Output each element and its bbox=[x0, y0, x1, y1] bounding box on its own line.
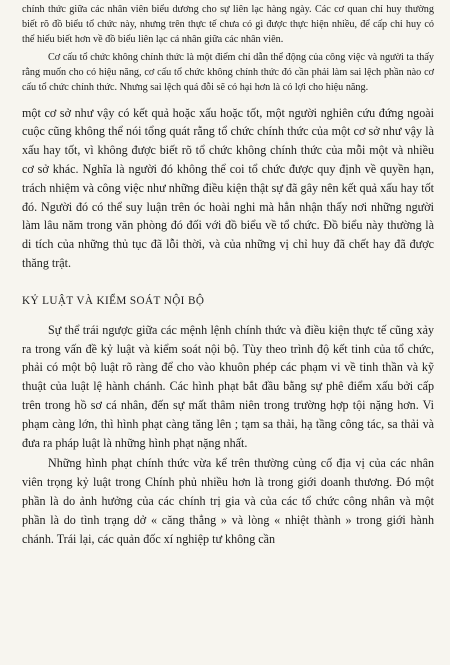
paragraph-formal-penalties: Những hình phạt chính thức vừa kể trên thường củng cố địa vị của các nhân viên trọng kỷ luật trong Chính phủ nhiều hơn là trong giới doanh thương. Đó một phần là do ảnh hưởng của các chính trị gia và của các tổ chức công nhân và một phần là do tình trạng dở « căng thẳng » và lòng « nhiệt thành » trong giới hành chánh. Trái lại, các quản đốc xí nghiệp tư không cần bbox=[22, 456, 434, 546]
document-page bbox=[0, 2, 450, 665]
paragraph-organization-outcome: một cơ sở như vậy có kết quả hoặc xấu hoặc tốt, một người nghiên cứu đứng ngoài cuộc cũng không thể nói tổng quát rằng tổ chức chính thức của một cơ sở như vậy là xấu hay tốt, vì không được biết rõ tổ chức không chính thức của mỗi một và nhiều cơ sở khác. Nghĩa là người đó không thể coi tổ chức được quy định về quyền hạn, trách nhiệm và công việc như những điều kiện thật sự đã gây nên kết quả xấu hay tốt đó. Người đó có thể suy luận trên óc hoài nghi mà hẳn nhận thấy nơi những người làm lâu năm trong văn phòng đó đối với đồ biểu về tổ chức. Đồ biểu này thường là di tích của những thủ tục đã lỗi thời, và của những vị chỉ huy đã chết hay đã được thăng trật. bbox=[22, 105, 434, 270]
paragraph-discipline-rules: Sự thể trái ngược giữa các mệnh lệnh chính thức và điều kiện thực tế cũng xảy ra trong vấn đề kỷ luật và kiểm soát nội bộ. Tùy theo trình độ kết tinh của tổ chức, phải có một bộ luật rõ ràng để cho vào khuôn phép các phạm vi về tinh thần và kỹ thuật của luật lệ hành chánh. Các hình phạt bắt đầu bằng sự phê điểm xấu bởi cấp trên trong hồ sơ cá nhân, đến sự mất thâm niên trong trường hợp tội nặng hơn. Vi phạm càng lớn, thì hình phạt càng tăng lên ; tạm sa thải, hạ tầng công tác, sa thải và đưa ra pháp luật là những hình phạt nặng nhất. bbox=[22, 322, 434, 450]
section-heading: KỶ LUẬT VÀ KIỂM SOÁT NỘI BỘ bbox=[22, 294, 205, 307]
paragraph-informal-contacts: chính thức giữa các nhân viên biểu dương cho sự liên lạc hàng ngày. Các cơ quan chỉ huy thường biết rõ đồ biểu tổ chức này, nhưng trên thực tế chưa có gì được thực hiện nhiều, để cấp chỉ huy có thể hiểu biết hơn về đồ biểu liên lạc cá nhân giữa các nhân viên. bbox=[22, 4, 434, 46]
paragraph-informal-structure: Cơ cấu tổ chức không chính thức là một điểm chỉ dẫn thể động của công việc và người ta thấy rằng muốn cho có hiệu năng, cơ cấu tổ chức không chính thức đó cần phải làm sai lệch phần nào cơ cấu tổ chức chính thức. Nhưng sai lệch quá đỗi sẽ có hại hơn là có lợi cho hiệu năng. bbox=[22, 52, 434, 94]
